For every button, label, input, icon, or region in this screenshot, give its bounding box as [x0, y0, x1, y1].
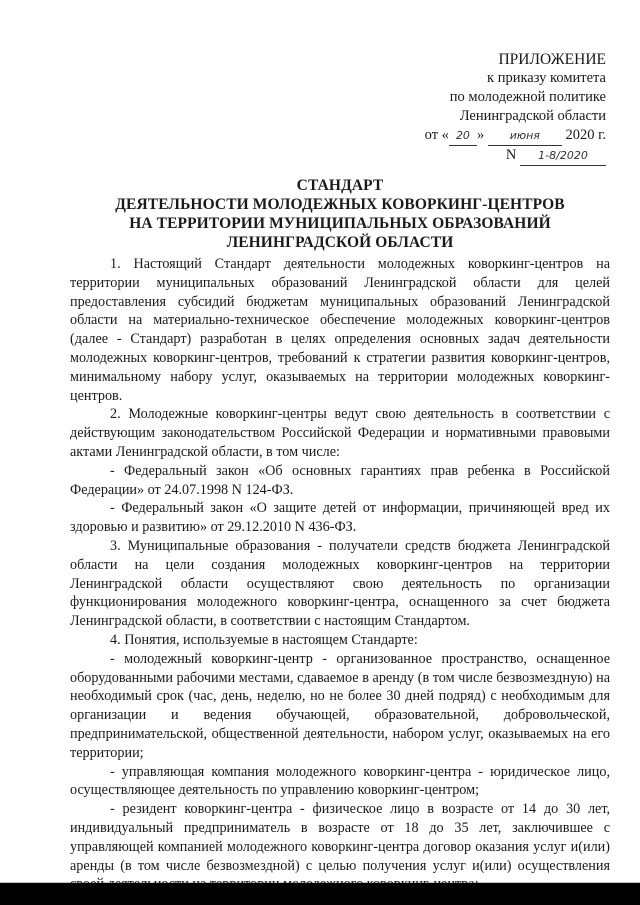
appendix-heading: ПРИЛОЖЕНИЕ [498, 51, 606, 68]
date-day: 20 [449, 126, 477, 146]
number-value: 1-8/2020 [520, 146, 606, 166]
appendix-date-line [425, 126, 606, 146]
date-month: июня [488, 126, 562, 146]
appendix-region-line: Ленинградской области [459, 108, 606, 124]
definition-resident: - резидент коворкинг-центра - физическое лицо в возрасте от 14 до 30 лет, индивидуальный предприниматель в возрасте от 18 до 35 лет, заключившее с управляющей компанией молодежного коворкинг-центра договор оказания услуг и(или) аренды (в том числе безвозмездной) с целью получения услуг и(или) осуществления [70, 801, 610, 874]
paragraph-1: 1. Настоящий Стандарт деятельности молодежных коворкинг-центров на территории муниципальных образований Ленинградской области для целей предоставления субсидий бюджетам муниципальных образований Ленинградской области на материально-техническое обеспечение молодежных коворкинг-центров (далее - Стандарт) разработан в целях определения основных задач деятельности молодежных коворкинг-центров, требований к стратегии развития коворкинг-центров, минимальному набору услуг, оказываемых на территории молодежных коворкинг-центров. [70, 256, 610, 404]
title-line-4: ЛЕНИНГРАДСКОЙ ОБЛАСТИ [226, 234, 454, 251]
definition-coworking-center: - молодежный коворкинг-центр - организованное пространство, оснащенное оборудованными рабочими местами, сдаваемое в аренду (в том числе безвозмездную) на необходимый срок (час, день, неделю, но не более 30 дней подряд) с необходимым для организации и ведения обучающей, образовательной, добровольческой, предпринимательской, общественной деятельности, набором услуг, оказываемых на его территории; [70, 650, 610, 761]
title-line-3: НА ТЕРРИТОРИИ МУНИЦИПАЛЬНЫХ ОБРАЗОВАНИЙ [129, 215, 551, 232]
paragraph-4: 4. Понятия, используемые в настоящем Стандарте: [110, 631, 418, 648]
number-prefix: N [505, 147, 517, 163]
date-prefix: от « [424, 127, 449, 143]
title-line-1: СТАНДАРТ [296, 177, 384, 194]
appendix-order-line: к приказу комитета [487, 70, 606, 86]
paragraph-2: 2. Молодежные коворкинг-центры ведут свою деятельность в соответствии с действующим законодательством Российской Федерации и нормативными правовыми актами Ленинградской области, в том числе: [70, 406, 610, 460]
document-body [70, 255, 610, 894]
date-year: 2020 г. [565, 127, 606, 143]
appendix-block [425, 50, 606, 166]
paragraph-3: 3. Муниципальные образования - получатели средств бюджета Ленинградской области на цели создания молодежных коворкинг-центров на территории Ленинградской области осуществляют свою деятельность по организации функционирования молодежного коворкинг-центра, оснащенного за счет бюджета Ленинградской области, в соответствии с настоящим Стандартом. [70, 537, 610, 630]
appendix-number-line [425, 146, 606, 166]
scan-bottom-border [0, 883, 640, 905]
title-line-2: ДЕЯТЕЛЬНОСТИ МОЛОДЕЖНЫХ КОВОРКИНГ-ЦЕНТРОВ [115, 196, 565, 213]
document-title [60, 176, 620, 252]
paragraph-law-1: - Федеральный закон «Об основных гарантиях прав ребенка в Российской Федерации» от 24.07.1998 N 124-ФЗ. [70, 462, 610, 498]
paragraph-law-2: - Федеральный закон «О защите детей от информации, причиняющей вред их здоровью и развитию» от 29.12.2010 N 436-ФЗ. [70, 500, 610, 536]
definition-management-company: - управляющая компания молодежного коворкинг-центра - юридическое лицо, осуществляющее деятельность по управлению коворкинг-центром; [70, 763, 610, 799]
date-mid: » [476, 127, 485, 143]
appendix-committee-line: по молодежной политике [449, 89, 606, 105]
